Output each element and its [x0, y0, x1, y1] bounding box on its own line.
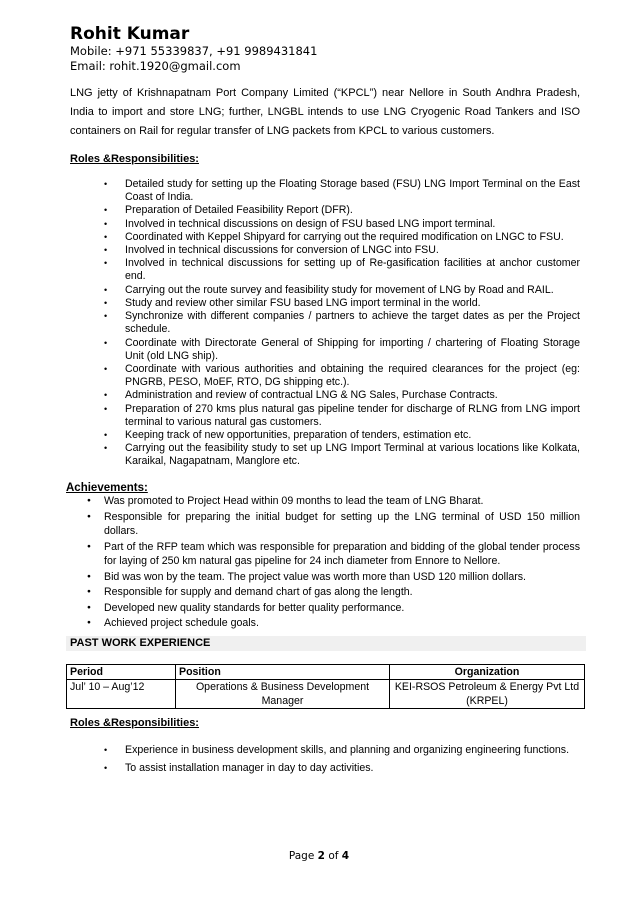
roles-heading: Roles &Responsibilities:: [70, 153, 199, 165]
list-item: • Administration and review of contractual LNG & NG Sales, Purchase Contracts.: [104, 389, 580, 402]
list-item: • Synchronize with different companies / partners to achieve the target dates as per the Project schedule.: [104, 310, 580, 336]
project-intro-paragraph: LNG jetty of Krishnapatnam Port Company Limited (“KPCL”) near Nellore in South Andhra Pradesh, India to import and store LNG; further, LNGBL intends to use LNG Cryogenic Road Tankers and ISO containers on Rail for regular transfer of LNG packets from KPCL to various customers.: [70, 87, 580, 137]
column-header-period: Period: [67, 665, 176, 680]
list-item: • Keeping track of new opportunities, preparation of tenders, estimation etc.: [104, 429, 580, 442]
email-address: Email: rohit.1920@gmail.com: [70, 59, 241, 73]
table-row: [67, 680, 585, 709]
roles-list-2: [104, 742, 580, 777]
achievements-heading: Achievements:: [66, 482, 148, 494]
cell-organization: KEI-RSOS Petroleum & Energy Pvt Ltd (KRPEL): [390, 680, 585, 709]
past-work-experience-bar: [66, 636, 586, 651]
achievements-list: [87, 494, 580, 632]
list-item: • Experience in business development skills, and planning and organizing engineering functions.: [104, 742, 580, 759]
page-footer: [0, 850, 638, 862]
list-item: • Involved in technical discussions on design of FSU based LNG import terminal.: [104, 218, 580, 231]
list-item: • Coordinate with various authorities and obtaining the required clearances for the project (eg: PNGRB, PESO, MoEF, RTO, DG shipping etc.).: [104, 363, 580, 389]
list-item: • Coordinate with Directorate General of Shipping for importing / chartering of Floating Storage Unit (old LNG ship).: [104, 337, 580, 363]
candidate-name: Rohit Kumar: [70, 24, 190, 44]
list-item: • Carrying out the feasibility study to set up LNG Import Terminal at various locations like Kolkata, Karaikal, Nagapatnam, Manglore etc.: [104, 442, 580, 468]
list-item: ● Responsible for preparing the initial budget for setting up the LNG terminal of USD 150 million dollars.: [87, 510, 580, 539]
list-item: ● Was promoted to Project Head within 09 months to lead the team of LNG Bharat.: [87, 494, 580, 509]
list-item: • Detailed study for setting up the Floating Storage based (FSU) LNG Import Terminal on the East Coast of India.: [104, 178, 580, 204]
list-item: • Preparation of 270 kms plus natural gas pipeline tender for discharge of RLNG from LNG import terminal to various natural gas customers.: [104, 403, 580, 429]
list-item: • To assist installation manager in day to day activities.: [104, 760, 580, 777]
page-total: 4: [341, 850, 350, 862]
of-label: of: [328, 850, 339, 862]
list-item: • Involved in technical discussions for conversion of LNGC into FSU.: [104, 244, 580, 257]
list-item: • Involved in technical discussions for setting up of Re-gasification facilities at anchor customer end.: [104, 257, 580, 283]
experience-table: [66, 664, 585, 709]
roles-heading-2: Roles &Responsibilities:: [70, 717, 199, 729]
cell-period: Jul’ 10 – Aug’12: [67, 680, 176, 709]
list-item: • Preparation of Detailed Feasibility Report (DFR).: [104, 204, 580, 217]
column-header-organization: Organization: [390, 665, 585, 680]
list-item: ● Achieved project schedule goals.: [87, 616, 580, 631]
list-item: • Study and review other similar FSU based LNG import terminal in the world.: [104, 297, 580, 310]
list-item: ● Developed new quality standards for better quality performance.: [87, 601, 580, 616]
list-item: • Carrying out the route survey and feasibility study for movement of LNG by Road and RAIL.: [104, 284, 580, 297]
list-item: ● Responsible for supply and demand chart of gas along the length.: [87, 585, 580, 600]
past-work-experience-title: PAST WORK EXPERIENCE: [70, 637, 211, 649]
roles-list: [104, 178, 580, 468]
column-header-position: Position: [176, 665, 390, 680]
list-item: ● Part of the RFP team which was responsible for preparation and bidding of the global tender process for laying of 250 km natural gas pipeline for 24 inch diameter from Ennore to Nellore.: [87, 540, 580, 569]
list-item: ● Bid was won by the team. The project value was worth more than USD 120 million dollars.: [87, 570, 580, 585]
mobile-numbers: Mobile: +971 55339837, +91 9989431841: [70, 44, 318, 58]
page-current: 2: [317, 850, 325, 862]
cell-position: Operations & Business Development Manager: [176, 680, 390, 709]
experience-table-header: [67, 665, 585, 680]
list-item: • Coordinated with Keppel Shipyard for carrying out the required modification on LNGC to FSU.: [104, 231, 580, 244]
page-label: Page: [288, 850, 315, 862]
